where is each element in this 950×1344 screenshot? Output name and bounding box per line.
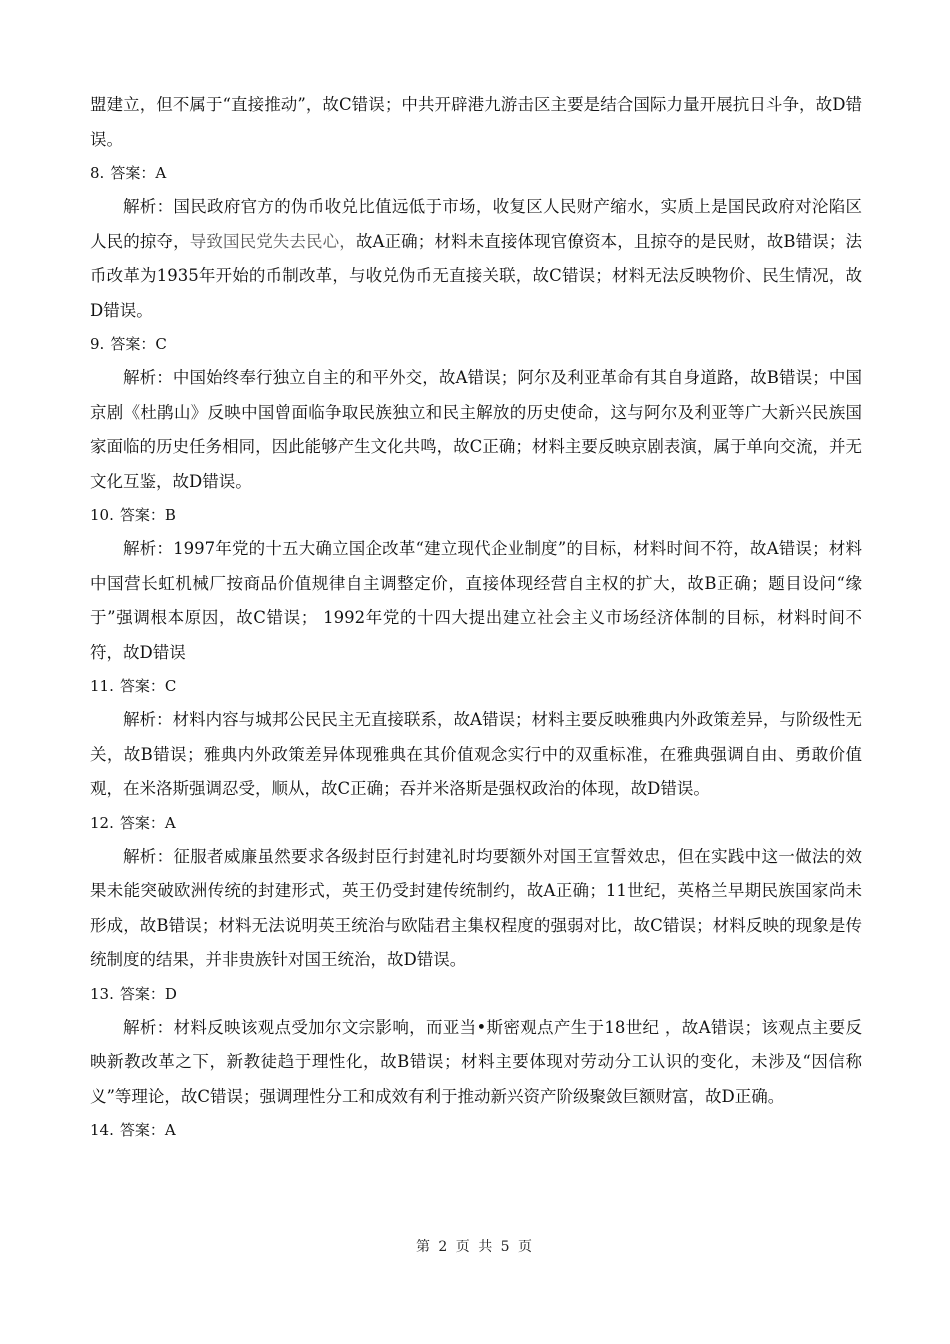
answer-text: 答案：A [119, 1121, 176, 1139]
answer-text: 答案：C [119, 677, 177, 695]
answer-line-13 [90, 978, 862, 1011]
answer-line-11 [90, 670, 862, 703]
question-number: 12. [90, 813, 114, 832]
explanation-part-a: 解析：国民政府官方的伪币收兑比值远低于市场，收复区人民财产缩水，实质上是国民政府对沦陷区人民的掠夺， [90, 197, 862, 251]
answer-text: 答案：C [110, 335, 167, 353]
answer-line-14 [90, 1114, 862, 1147]
explanation-9: 解析：中国始终奉行独立自主的和平外交，故A错误；阿尔及利亚革命有其自身道路，故B错误；中国京剧《杜鹃山》反映中国曾面临争取民族独立和民主解放的历史使命，这与阿尔及利亚等广大新兴民族国家面临的历史任务相同，因此能够产生文化共鸣，故C正确；材料主要反映京剧表演，属于单向交流，并无文化互鉴，故D错误。 [90, 368, 862, 491]
document-body [90, 88, 862, 1147]
answer-text: 答案：B [119, 506, 176, 524]
answer-line-10 [90, 499, 862, 532]
answer-line-8 [90, 157, 862, 190]
explanation-8 [90, 190, 862, 328]
answer-text: 答案：A [110, 164, 167, 182]
answer-line-12 [90, 807, 862, 840]
question-number: 10. [90, 506, 114, 524]
explanation-part-b: 故A正确；材料未直接体现官僚资本，且掠夺的是民财，故B错误；法币改革为1935年开始的币制改革，与收兑伪币无直接关联，故C错误；材料无法反映物价、民生情况，故D错误。 [90, 231, 863, 320]
explanation-soft-text: 导致国民党失去民心， [189, 231, 356, 251]
question-number: 11. [90, 677, 114, 695]
explanation-11: 解析：材料内容与城邦公民民主无直接联系，故A错误；材料主要反映雅典内外政策差异，与阶级性无关，故B错误；雅典内外政策差异体现雅典在其价值观念实行中的双重标准，在雅典强调自由、勇敢价值观，在米洛斯强调忍受，顺从，故C正确；吞并米洛斯是强权政治的体现，故D错误。 [90, 710, 862, 798]
page-footer: 第 2 页 共 5 页 [415, 1239, 535, 1255]
question-number: 13. [90, 984, 114, 1003]
answer-text: 答案：A [119, 813, 176, 832]
explanation-13: 解析：材料反映该观点受加尔文宗影响，而亚当•斯密观点产生于18世纪 ，故A错误；该观点主要反映新教改革之下，新教徒趋于理性化，故B错误；材料主要体现对劳动分工认识的变化，未涉及“因信称义”等理论，故C错误；强调理性分工和成效有利于推动新兴资产阶级聚敛巨额财富，故D正确。 [90, 1017, 862, 1106]
answer-text: 答案：D [119, 984, 177, 1003]
intro-paragraph: 盟建立，但不属于“直接推动”，故C错误；中共开辟港九游击区主要是结合国际力量开展抗日斗争，故D错误。 [90, 95, 862, 149]
question-number: 8. [90, 164, 105, 182]
explanation-12: 解析：征服者威廉虽然要求各级封臣行封建礼时均要额外对国王宣誓效忠，但在实践中这一做法的效果未能突破欧洲传统的封建形式，英王仍受封建传统制约，故A正确；11世纪，英格兰早期民族国家尚未形成，故B错误；材料无法说明英王统治与欧陆君主集权程度的强弱对比，故C错误；材料反映的现象是传统制度的结果，并非贵族针对国王统治，故D错误。 [90, 846, 862, 969]
explanation-10: 解析：1997年党的十五大确立国企改革“建立现代企业制度”的目标，材料时间不符，故A错误；材料中国营长虹机械厂按商品价值规律自主调整定价，直接体现经营自主权的扩大，故B正确；题目设问“缘于”强调根本原因，故C错误； 1992年党的十四大提出建立社会主义市场经济体制的目标，材料时间不符，故D错误 [90, 539, 862, 662]
answer-line-9 [90, 328, 862, 361]
question-number: 9. [90, 335, 105, 353]
question-number: 14. [90, 1121, 114, 1139]
